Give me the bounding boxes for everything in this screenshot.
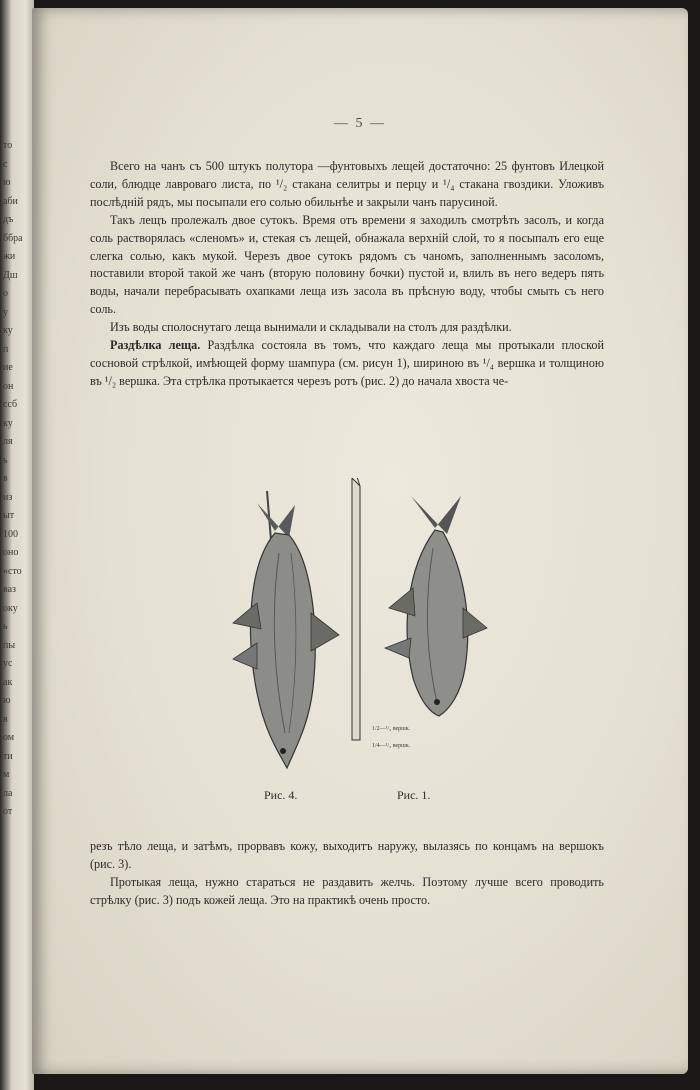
facing-page-fragment: у xyxy=(3,306,8,318)
facing-page-fragment: ля xyxy=(3,436,13,447)
fish-illustration xyxy=(377,488,497,728)
facing-page-fragment: ус xyxy=(3,658,13,669)
paragraph-text: Такъ лещъ пролежалъ двое сутокъ. Время отъ времени я заходилъ смотрѣть засолъ, и когда соль растворялась «сленомъ» и, стекая съ лещей, обнажала верхній слой, то я посыпалъ его еще слегка солью, какъ мукой. Черезъ двое сутокъ рядомъ съ чаномъ, заполненнымъ засоломъ, поставили второй такой же чанъ (вторую половину бочки) пустой и, влилъ въ него ведеръ пять воды, начали перебрасывать охапками леща изъ засола въ прѣсную воду, чтобы смыть съ него соль. xyxy=(90,212,604,317)
paragraph-text: Изъ воды сполоснутаго леща вынимали и складывали на столъ для раздѣлки. xyxy=(110,320,512,335)
facing-page-fragment: ь xyxy=(3,621,8,632)
paragraph xyxy=(90,158,604,212)
body-text-top xyxy=(90,158,604,391)
facing-page-fragment: м xyxy=(3,769,10,780)
facing-page-fragment: в xyxy=(3,713,8,725)
facing-page-fragment: оно xyxy=(3,547,19,558)
facing-page-fragment: жи xyxy=(3,251,16,262)
dimension-note-2: 1/4—¹/₂ вершк. xyxy=(372,743,411,749)
paragraph-text: Протыкая леща, нужно стараться не раздавить желчь. Поэтому лучше всего проводить стрѣлку (рис. 3) подъ кожей леща. Это на практикѣ очень просто. xyxy=(90,874,604,907)
facing-page-fragment: «сто xyxy=(3,565,22,577)
paragraph-text: Всего на чанъ съ 500 штукъ полутора —фунтовыхъ лещей достаточно: 25 фунтовъ Илецкой соли, блюдце лавроваго листа, по ¹/₂ стакана селитры и перцу и ¹/₄ стакана гвоздики. Уложивъ послѣдній рядъ, мы посыпали его солью обильнѣе и закрыли чанъ парусиной. xyxy=(90,159,604,209)
facing-page-edge xyxy=(0,0,34,1090)
facing-page-fragment: ку xyxy=(3,417,13,429)
facing-page-fragment: в xyxy=(3,473,8,484)
facing-page-fragment: аби xyxy=(3,195,18,207)
section-heading: Раздѣлка леща. xyxy=(110,338,201,353)
facing-page-fragment: с xyxy=(3,158,8,170)
facing-page-fragment: ла xyxy=(3,787,13,799)
facing-page-fragment: ссб xyxy=(3,399,18,410)
facing-page-fragment: ю xyxy=(3,695,11,706)
facing-page-fragment: дъ xyxy=(3,214,14,225)
dimension-note-1: 1/2—¹/₄ вершк. xyxy=(372,726,411,732)
skewer-illustration xyxy=(342,478,372,748)
paragraph-text: Раздѣлка состояла въ томъ, что каждаго леща мы протыкали плоской сосновой стрѣлкой, имѣющей форму шампура (см. рисун 1), шириною въ ¹/₄ вершка и толщиною въ ¹/₂ вершка. Эта стрѣлка протыкается черезъ ротъ (рис. 2) до начала хвоста че- xyxy=(90,338,604,388)
facing-page-fragment: ю xyxy=(3,177,11,188)
facing-page-fragment: то xyxy=(3,140,13,151)
book-page xyxy=(32,8,688,1074)
facing-page-fragment: он xyxy=(3,380,14,392)
paragraph xyxy=(90,874,604,910)
facing-page-fragment: ак xyxy=(3,676,13,688)
figure-caption-left: Рис. 4. xyxy=(264,788,298,802)
paragraph-text: резъ тѣло леща, и затѣмъ, прорвавъ кожу, выходитъ наружу, вылазясь по концамъ на вершокъ (рис. 3). xyxy=(90,839,604,871)
facing-page-fragment: 100 xyxy=(3,528,18,540)
facing-page-fragment: Дш xyxy=(3,269,18,281)
facing-page-fragment: о xyxy=(3,288,8,299)
fish-skewered-illustration xyxy=(227,483,347,783)
paragraph xyxy=(90,319,604,337)
facing-page-fragment: ваз xyxy=(3,584,16,595)
page-number: — 5 — xyxy=(334,116,386,131)
facing-page-fragment: пы xyxy=(3,639,16,651)
body-text-bottom xyxy=(90,838,604,910)
paragraph xyxy=(90,838,604,874)
facing-page-fragment: ти xyxy=(3,750,13,762)
figure-caption-right: Рис. 1. xyxy=(397,788,431,802)
paragraph xyxy=(90,212,604,319)
facing-page-fragment: ббра xyxy=(3,232,23,244)
facing-page-fragment: ь xyxy=(3,454,8,466)
facing-page-fragment: ие xyxy=(3,362,13,373)
facing-page-fragment: ом xyxy=(3,732,15,743)
facing-page-fragment: ыт xyxy=(3,510,15,521)
facing-page-fragment: из xyxy=(3,491,13,503)
facing-page-fragment: п xyxy=(3,343,9,355)
paragraph xyxy=(90,337,604,391)
figure-illustrations xyxy=(202,473,502,813)
facing-page-fragment: от xyxy=(3,806,13,817)
facing-page-fragment: оку xyxy=(3,602,18,614)
facing-page-fragment: ку xyxy=(3,325,13,336)
